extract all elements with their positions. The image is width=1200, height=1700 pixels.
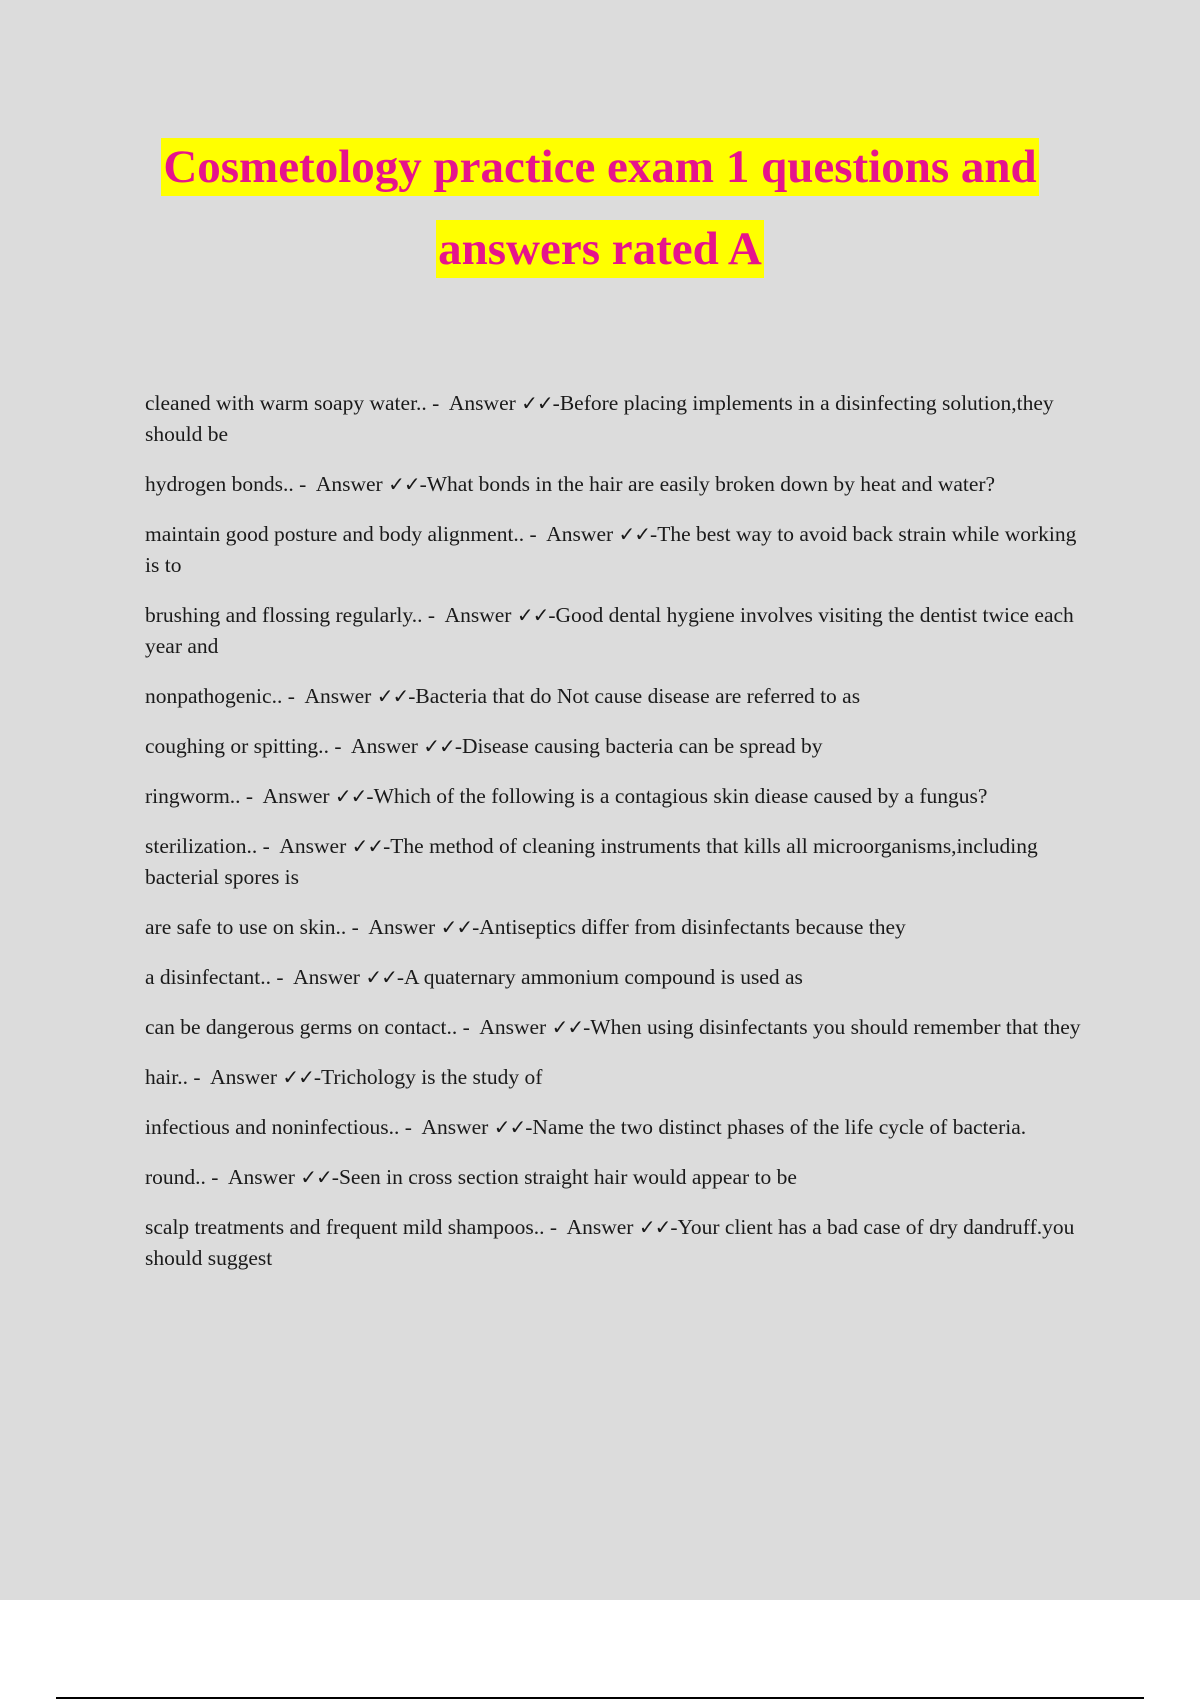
- double-check-icon: ✓✓: [423, 734, 455, 758]
- double-check-icon: ✓✓: [334, 784, 367, 808]
- qa-item: round.. - Answer ✓✓-Seen in cross section straight hair would appear to be: [145, 1162, 1085, 1193]
- document-title: [0, 138, 1200, 278]
- answer-label: Answer: [228, 1165, 295, 1189]
- qa-item: sterilization.. - Answer ✓✓-The method of cleaning instruments that kills all microorganisms,including bacterial spores is: [145, 831, 1085, 893]
- question-text: The best way to avoid back strain while working is to: [145, 522, 1077, 577]
- question-text: Which of the following is a contagious skin diease caused by a fungus?: [373, 784, 988, 808]
- question-text: Seen in cross section straight hair would appear to be: [338, 1165, 797, 1189]
- answer-text: sterilization.: [145, 834, 252, 858]
- qa-item: a disinfectant.. - Answer ✓✓-A quaternary ammonium compound is used as: [145, 962, 1085, 993]
- answer-label: Answer: [351, 734, 418, 758]
- footer-divider: [56, 1697, 1144, 1699]
- qa-item: hair.. - Answer ✓✓-Trichology is the study of: [145, 1062, 1085, 1093]
- qa-list: [145, 388, 1085, 1293]
- question-text: Antiseptics differ from disinfectants because they: [479, 915, 906, 939]
- question-text: Bacteria that do Not cause disease are referred to as: [415, 684, 861, 708]
- qa-item: brushing and flossing regularly.. - Answer ✓✓-Good dental hygiene involves visiting the dentist twice each year and: [145, 600, 1085, 662]
- question-text: Name the two distinct phases of the life cycle of bacteria.: [532, 1115, 1027, 1139]
- qa-item: cleaned with warm soapy water.. - Answer ✓✓-Before placing implements in a disinfecting solution,they should be: [145, 388, 1085, 450]
- answer-text: infectious and noninfectious.: [145, 1115, 394, 1139]
- answer-text: hydrogen bonds.: [145, 472, 289, 496]
- question-text: Before placing implements in a disinfecting solution,they should be: [145, 391, 1054, 446]
- question-text: A quaternary ammonium compound is used as: [404, 965, 803, 989]
- answer-label: Answer: [566, 1215, 634, 1239]
- question-text: When using disinfectants you should remember that they: [590, 1015, 1081, 1039]
- answer-label: Answer: [444, 603, 512, 627]
- double-check-icon: ✓✓: [638, 1215, 671, 1239]
- answer-text: are safe to use on skin.: [145, 915, 341, 939]
- qa-item: infectious and noninfectious.. - Answer ✓✓-Name the two distinct phases of the life cycle of bacteria.: [145, 1112, 1085, 1143]
- question-text: The method of cleaning instruments that kills all microorganisms,including bacterial spores is: [145, 834, 1038, 889]
- qa-item: are safe to use on skin.. - Answer ✓✓-Antiseptics differ from disinfectants because they: [145, 912, 1085, 943]
- answer-text: hair.: [145, 1065, 183, 1089]
- double-check-icon: ✓✓: [440, 915, 473, 939]
- answer-text: brushing and flossing regularly.: [145, 603, 418, 627]
- question-text: Trichology is the study of: [321, 1065, 543, 1089]
- double-check-icon: ✓✓: [388, 472, 420, 496]
- title-line-1: Cosmetology practice exam 1 questions and: [161, 138, 1038, 196]
- qa-item: nonpathogenic.. - Answer ✓✓-Bacteria that do Not cause disease are referred to as: [145, 681, 1085, 712]
- double-check-icon: ✓✓: [618, 522, 651, 546]
- question-text: What bonds in the hair are easily broken down by heat and water?: [426, 472, 996, 496]
- answer-label: Answer: [368, 915, 436, 939]
- answer-label: Answer: [479, 1015, 547, 1039]
- answer-text: nonpathogenic.: [145, 684, 277, 708]
- qa-item: coughing or spitting.. - Answer ✓✓-Disease causing bacteria can be spread by: [145, 731, 1085, 762]
- answer-label: Answer: [546, 522, 614, 546]
- double-check-icon: ✓✓: [376, 684, 409, 708]
- answer-label: Answer: [293, 965, 360, 989]
- double-check-icon: ✓✓: [551, 1015, 584, 1039]
- answer-label: Answer: [279, 834, 347, 858]
- double-check-icon: ✓✓: [365, 965, 397, 989]
- answer-text: round.: [145, 1165, 201, 1189]
- answer-label: Answer: [304, 684, 372, 708]
- question-text: Good dental hygiene involves visiting the dentist twice each year and: [145, 603, 1074, 658]
- title-line-2: answers rated A: [436, 220, 764, 278]
- double-check-icon: ✓✓: [516, 603, 549, 627]
- answer-label: Answer: [210, 1065, 277, 1089]
- answer-label: Answer: [315, 472, 383, 496]
- double-check-icon: ✓✓: [300, 1165, 332, 1189]
- double-check-icon: ✓✓: [493, 1115, 526, 1139]
- answer-text: maintain good posture and body alignment.: [145, 522, 519, 546]
- double-check-icon: ✓✓: [282, 1065, 314, 1089]
- answer-label: Answer: [262, 784, 330, 808]
- answer-text: can be dangerous germs on contact.: [145, 1015, 452, 1039]
- question-text: Your client has a bad case of dry dandruff.you should suggest: [145, 1215, 1075, 1270]
- answer-text: coughing or spitting.: [145, 734, 324, 758]
- answer-label: Answer: [448, 391, 516, 415]
- qa-item: scalp treatments and frequent mild shampoos.. - Answer ✓✓-Your client has a bad case of dry dandruff.you should suggest: [145, 1212, 1085, 1274]
- answer-text: scalp treatments and frequent mild shampoos.: [145, 1215, 540, 1239]
- qa-item: hydrogen bonds.. - Answer ✓✓-What bonds in the hair are easily broken down by heat and water?: [145, 469, 1085, 500]
- qa-item: can be dangerous germs on contact.. - Answer ✓✓-When using disinfectants you should remember that they: [145, 1012, 1085, 1043]
- answer-text: cleaned with warm soapy water.: [145, 391, 422, 415]
- qa-item: ringworm.. - Answer ✓✓-Which of the following is a contagious skin diease caused by a fungus?: [145, 781, 1085, 812]
- qa-item: maintain good posture and body alignment.. - Answer ✓✓-The best way to avoid back strain while working is to: [145, 519, 1085, 581]
- answer-label: Answer: [421, 1115, 489, 1139]
- answer-text: ringworm.: [145, 784, 236, 808]
- answer-text: a disinfectant.: [145, 965, 266, 989]
- double-check-icon: ✓✓: [521, 391, 553, 415]
- double-check-icon: ✓✓: [351, 834, 384, 858]
- question-text: Disease causing bacteria can be spread by: [461, 734, 823, 758]
